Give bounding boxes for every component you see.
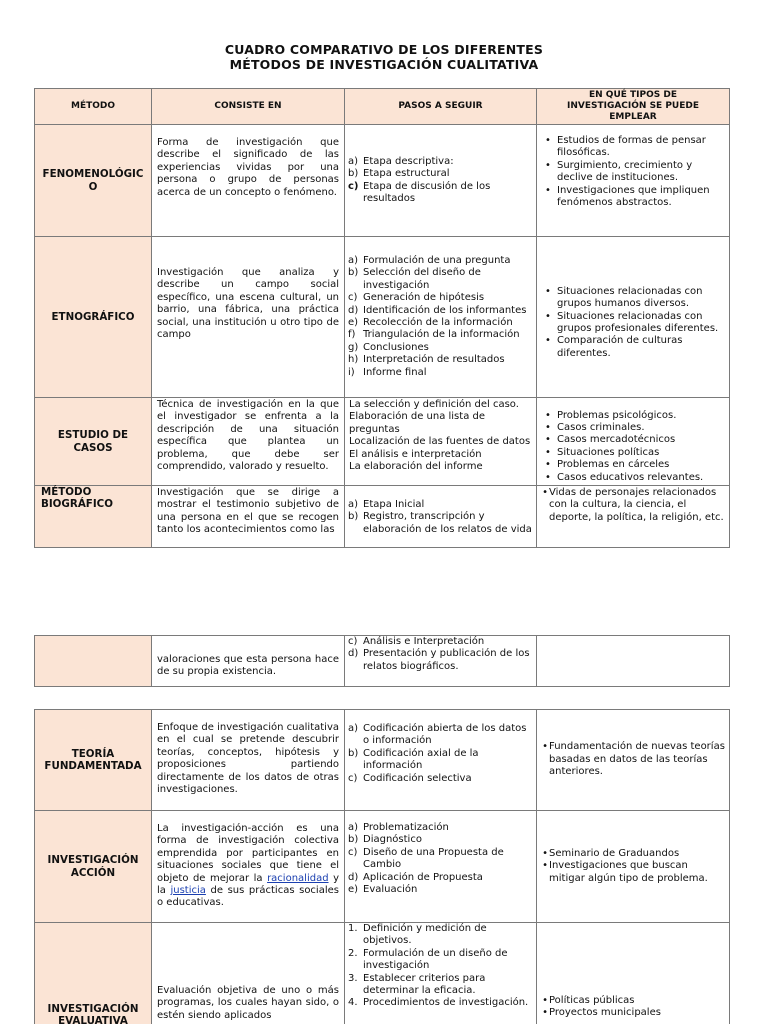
tipos-investigacion-evaluativa xyxy=(537,923,730,1024)
list-item: b) Etapa estructural xyxy=(348,168,450,180)
list-item: • Situaciones relacionadas con grupos humanos diversos. xyxy=(545,285,703,310)
tipos-teoria-fundamentada xyxy=(537,710,730,811)
consiste-investigacion-evaluativa: Evaluación objetiva de uno o más programas, los cuales hayan sido, o estén siendo aplicados xyxy=(152,923,345,1024)
comparison-table-page-2 xyxy=(34,709,730,1024)
list-item: d) Identificación de los informantes xyxy=(348,304,527,316)
list-item: 2. Formulación de un diseño de investigación xyxy=(348,947,508,972)
list-item: c) Etapa de discusión de los resultados xyxy=(348,180,491,204)
list-item: e) Recolección de la información xyxy=(348,317,513,328)
list-item: La elaboración del informe xyxy=(349,461,483,473)
row-etnografico xyxy=(35,237,730,398)
consiste-teoria-fundamentada: Enfoque de investigación cualitativa en el cual se pretende descubrir teorías, conceptos, hipótesis y proposiciones partiendo directamente de los datos de otras investigaciones. xyxy=(152,710,345,811)
tipos-etnografico xyxy=(537,237,730,398)
list-item: 1. Definición y medición de objetivos. xyxy=(348,923,487,947)
row-metodo-biografico xyxy=(35,486,730,548)
list-item: f) Triangulación de la información xyxy=(348,329,520,341)
list-item: h) Interpretación de resultados xyxy=(348,354,505,366)
metodo-biografico-cont xyxy=(35,636,152,687)
pasos-biografico xyxy=(345,486,537,548)
table-header-row xyxy=(35,89,730,125)
list-item: • Seminario de Graduandos xyxy=(542,847,680,859)
list-item: d) Presentación y publicación de los relatos biográficos. xyxy=(348,648,530,672)
list-item: • Investigaciones que impliquen fenómenos abstractos. xyxy=(545,184,710,209)
metodo-investigacion-evaluativa: INVESTIGACIÓN EVALUATIVA xyxy=(35,923,152,1024)
list-item: g) Conclusiones xyxy=(348,341,429,353)
list-item: 4. Procedimientos de investigación. xyxy=(348,997,529,1009)
list-item: • Investigaciones que buscan mitigar algún tipo de problema. xyxy=(542,860,708,884)
racionalidad-link[interactable]: racionalidad xyxy=(267,872,329,884)
tipos-investigacion-accion xyxy=(537,811,730,923)
metodo-etnografico: ETNOGRÁFICO xyxy=(35,237,152,398)
list-item: • Problemas en cárceles xyxy=(545,459,670,471)
pasos-estudio-casos xyxy=(345,398,537,486)
row-investigacion-evaluativa xyxy=(35,923,730,1024)
list-item: • Casos educativos relevantes. xyxy=(545,471,704,483)
list-item: El análisis e interpretación xyxy=(349,448,482,460)
consiste-fenomenologico: Forma de investigación que describe el significado de las experiencias vividas por una persona o grupo de personas acerca de un concepto o fenómeno. xyxy=(152,125,345,237)
list-item: Localización de las fuentes de datos xyxy=(349,436,531,448)
tipos-biografico xyxy=(537,486,730,548)
list-item: • Situaciones políticas xyxy=(545,446,660,458)
row-estudio-casos xyxy=(35,398,730,486)
header-pasos: PASOS A SEGUIR xyxy=(345,89,537,125)
list-item: • Vidas de personajes relacionados con la cultura, la ciencia, el deporte, la política, la religión, etc. xyxy=(542,487,724,523)
header-tipos: EN QUÉ TIPOS DE INVESTIGACIÓN SE PUEDE EMPLEAR xyxy=(537,89,730,125)
list-item: a) Problematización xyxy=(348,822,449,833)
consiste-etnografico: Investigación que analiza y describe un campo social específico, una escena cultural, un barrio, una fábrica, una práctica social, una institución u otro tipo de campo xyxy=(152,237,345,398)
consiste-biografico-cont: valoraciones que esta persona hace de su propia existencia. xyxy=(152,636,345,687)
consiste-investigacion-accion: La investigación-acción es una forma de investigación colectiva emprendida por participantes en situaciones sociales que tiene el objeto de mejorar la racionalidad y la justicia de sus prácticas sociales o educativas. xyxy=(152,811,345,923)
list-item: a) Formulación de una pregunta xyxy=(348,254,511,266)
pasos-fenomenologico xyxy=(345,125,537,237)
list-item: • Políticas públicas xyxy=(542,995,635,1006)
list-item: • Surgimiento, crecimiento y declive de instituciones. xyxy=(545,159,693,184)
pasos-etnografico xyxy=(345,237,537,398)
list-item: • Casos mercadotécnicos xyxy=(545,434,676,446)
list-item: b) Selección del diseño de investigación xyxy=(348,267,481,291)
row-investigacion-accion xyxy=(35,811,730,923)
list-item: Elaboración de una lista de preguntas xyxy=(349,411,485,435)
consiste-biografico: Investigación que se dirige a mostrar el testimonio subjetivo de una persona en el que se recogen tanto los acontecimientos como las xyxy=(152,486,345,548)
list-item: a) Etapa Inicial xyxy=(348,499,425,510)
list-item: d) Aplicación de Propuesta xyxy=(348,871,483,883)
pasos-teoria-fundamentada xyxy=(345,710,537,811)
list-item: a) Codificación abierta de los datos o información xyxy=(348,723,527,747)
row-teoria-fundamentada xyxy=(35,710,730,811)
list-item: 3. Establecer criterios para determinar la eficacia. xyxy=(348,972,486,997)
list-item: • Comparación de culturas diferentes. xyxy=(545,335,683,359)
comparison-table-page-1 xyxy=(34,88,730,548)
document-title-line-2: MÉTODOS DE INVESTIGACIÓN CUALITATIVA xyxy=(229,57,539,72)
row-metodo-biografico-cont xyxy=(35,636,730,687)
header-metodo: MÉTODO xyxy=(35,89,152,125)
row-fenomenologico xyxy=(35,125,730,237)
list-item: • Situaciones relacionadas con grupos profesionales diferentes. xyxy=(545,310,719,334)
metodo-investigacion-accion: INVESTIGACIÓN ACCIÓN xyxy=(35,811,152,923)
list-item: • Casos criminales. xyxy=(545,421,645,433)
tipos-biografico-cont xyxy=(537,636,730,687)
list-item: b) Diagnóstico xyxy=(348,834,422,846)
pasos-biografico-cont xyxy=(345,636,537,687)
list-item: c) Diseño de una Propuesta de Cambio xyxy=(348,846,504,871)
justicia-link[interactable]: justicia xyxy=(170,885,206,897)
metodo-teoria-fundamentada: TEORÍA FUNDAMENTADA xyxy=(35,710,152,811)
list-item: b) Registro, transcripción y elaboración de los relatos de vida xyxy=(348,511,532,535)
list-item: e) Evaluación xyxy=(348,884,418,896)
list-item: a) Etapa descriptiva: xyxy=(348,155,454,167)
tipos-fenomenologico xyxy=(537,125,730,237)
list-item: • Fundamentación de nuevas teorías basadas en datos de las teorías anteriores. xyxy=(542,741,725,778)
list-item: c) Análisis e Interpretación xyxy=(348,636,485,647)
list-item: • Proyectos municipales xyxy=(542,1007,661,1019)
consiste-estudio-casos: Técnica de investigación en la que el investigador se enfrenta a la descripción de una situación específica que plantea un problema, que debe ser comprendido, valorado y resuelto. xyxy=(152,398,345,486)
comparison-table-continuation xyxy=(34,635,730,687)
list-item: • Problemas psicológicos. xyxy=(545,409,677,421)
tipos-estudio-casos xyxy=(537,398,730,486)
list-item: • Estudios de formas de pensar filosóficas. xyxy=(545,135,706,159)
metodo-estudio-casos: ESTUDIO DE CASOS xyxy=(35,398,152,486)
list-item: b) Codificación axial de la información xyxy=(348,747,479,772)
header-consiste: CONSISTE EN xyxy=(152,89,345,125)
list-item: La selección y definición del caso. xyxy=(349,399,519,410)
pasos-investigacion-evaluativa xyxy=(345,923,537,1024)
pasos-investigacion-accion xyxy=(345,811,537,923)
list-item: c) Codificación selectiva xyxy=(348,772,472,784)
document-title-line-1: CUADRO COMPARATIVO DE LOS DIFERENTES xyxy=(224,42,544,57)
metodo-fenomenologico: FENOMENOLÓGIC O xyxy=(35,125,152,237)
metodo-biografico: MÉTODO BIOGRÁFICO xyxy=(35,486,152,548)
list-item: c) Generación de hipótesis xyxy=(348,292,485,304)
list-item: i) Informe final xyxy=(348,366,427,378)
